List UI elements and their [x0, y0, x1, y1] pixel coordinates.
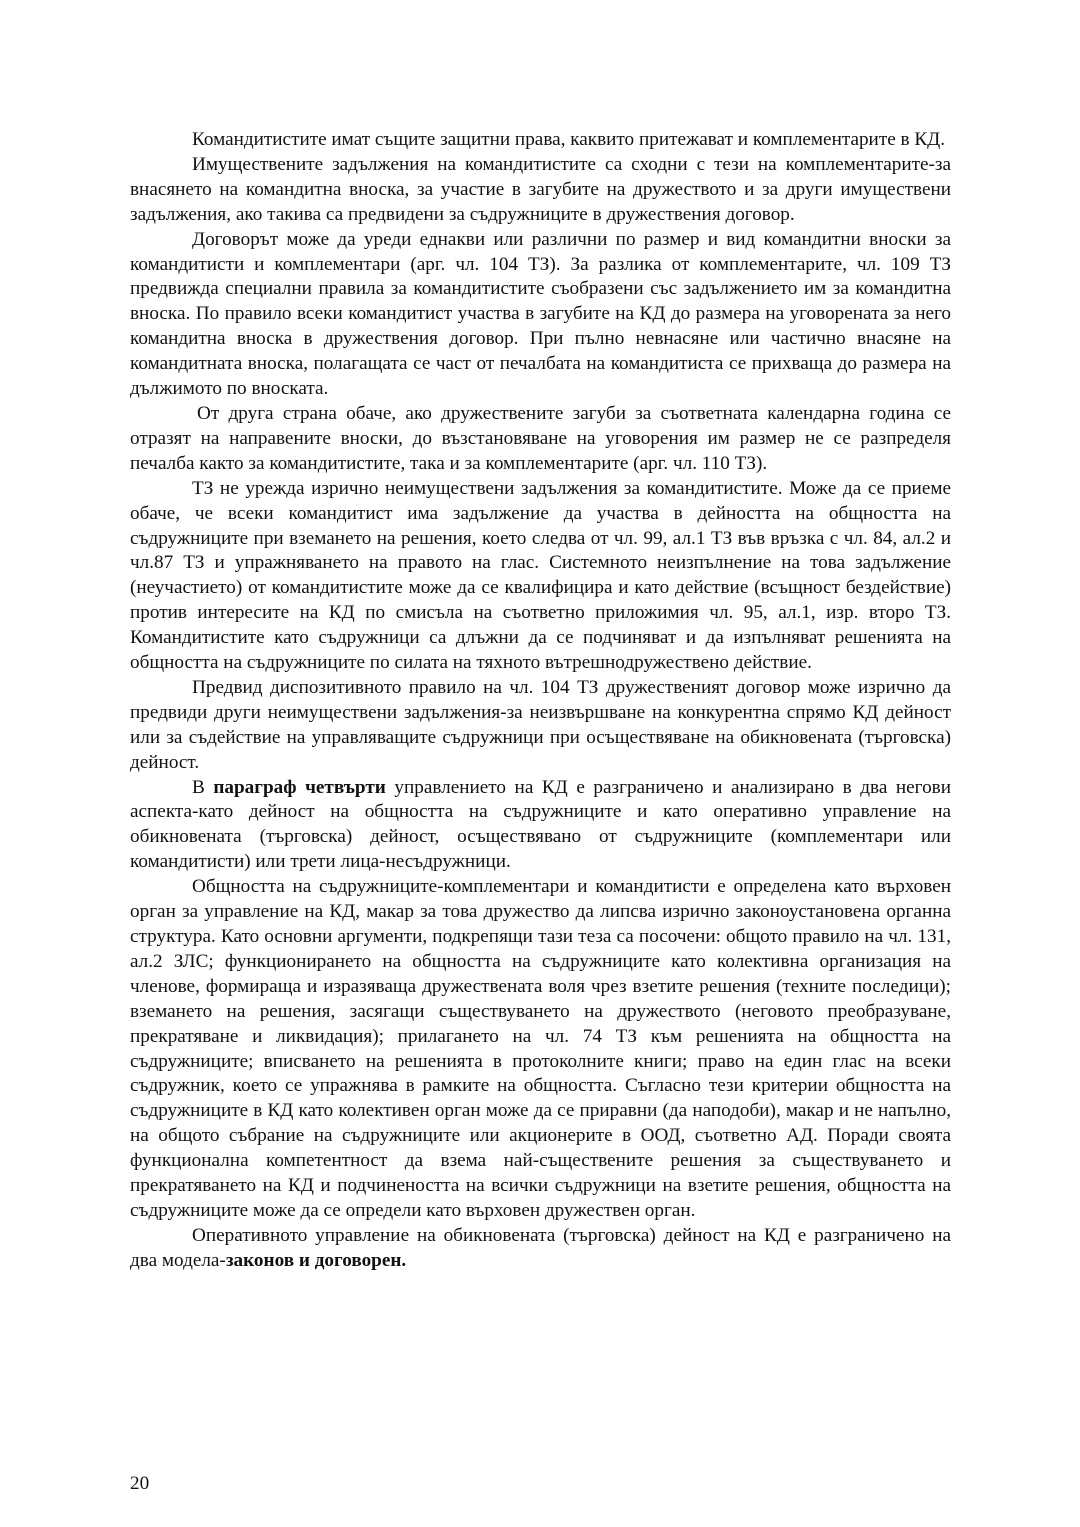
paragraph-8: Общността на съдружниците-комплементари и командитисти е определена като върховен орган за управление на КД, макар за това дружество да липсва изрично законоустановена органна структура. Като основни аргументи, подкрепящи тази теза са посочени: общото правило на чл. 131, ал.2 ЗЛС; функционирането на общността на съдружниците като колективна организация на членове, формираща и изразяваща дружествената воля чрез взетите решения (техните последици); вземането на решения, засягащи съществуването на дружеството (неговото преобразуване, прекратяване и ликвидация); прилагането на чл. 74 ТЗ към решенията на общността на съдружниците; вписването на решенията в протоколните книги; право на един глас на всеки съдружник, което се упражнява в рамките на общността. Съгласно тези критерии общността на съдружниците в КД като колективен орган може да се приравни (да наподоби), макар и не напълно, на общото събрание на съдружниците или акционерите в ООД, съответно АД. Поради своята функционална компетентност да взема най-съществените решения за съществуването и прекратяването на КД и подчинеността на всички съдружници на взетите решения, общността на съдружниците може да се определи като върховен дружествен орган.	[130, 876, 951, 1221]
paragraph-2: Имуществените задължения на командитистите са сходни с тези на комплементарите-за внасянето на командитна вноска, за участие в загубите на дружеството и за други имуществени задължения, ако такива са предвидени за съдружниците в дружествения договор.	[130, 153, 951, 225]
paragraph-5: ТЗ не урежда изрично неимуществени задължения за командитистите. Може да се приеме обаче, че всеки командитист има задължение да участва в дейността на общността на съдружниците при вземането на решения, което следва от чл. 99, ал.1 ТЗ във връзка с чл. 84, ал.2 и чл.87 ТЗ и упражняването на правото на глас. Системното неизпълнение на това задължение (неучастието) от командитистите може да се квалифицира и като действие (всъщност бездействие) против интересите на КД по смисъла на съответно приложимия чл. 95, ал.1, изр. второ ТЗ. Командитистите като съдружници са длъжни да се подчиняват и да изпълняват решенията на общността на съдружниците по силата на тяхното вътрешнодружествено действие.	[130, 477, 951, 674]
paragraph-9-bold: законов и договорен.	[225, 1249, 407, 1271]
page-number: 20	[130, 1473, 150, 1494]
paragraph-6: Предвид диспозитивното правило на чл. 104 ТЗ дружественият договор може изрично да предвиди други неимуществени задължения-за неизвършване на конкурентна спрямо КД дейност или за съдействие на управляващите съдружници при осъществяване на обикновената (търговска) дейност.	[130, 676, 951, 773]
paragraph-4: От друга страна обаче, ако дружествените загуби за съответната календарна година се отразят на направените вноски, до възстановяване на уговорения им размер не се разпределя печалба както за командитистите, така и за комплементарите (арг. чл. 110 ТЗ).	[130, 402, 951, 474]
page-body	[130, 128, 951, 1274]
paragraph-3: Договорът може да уреди еднакви или различни по размер и вид командитни вноски за командитисти и комплементари (арг. чл. 104 ТЗ). За разлика от комплементарите, чл. 109 ТЗ предвижда специални правила за командитистите съобразени със задължението им за командитна вноска. По правило всеки командитист участва в загубите на КД до размера на уговорената за него командитна вноска в дружествения договор. При пълно невнасяне или частично внасяне на командитната вноска, полагащата се част от печалбата на командитиста се прихваща до размера на дължимото по вноската.	[130, 228, 951, 400]
paragraph-7-prefix: В	[192, 776, 214, 798]
paragraph-7-suffix: управлението на КД е разграничено и анализирано в два негови аспекта-като дейност на общността на съдружниците и като оперативно управление на обикновената (търговска) дейност, осъществявано от съдружниците (комплементари или командитисти) или трети лица-несъдружници.	[130, 776, 951, 873]
paragraph-9	[130, 1224, 951, 1274]
paragraph-9-prefix: Оперативното управление на обикновената (търговска) дейност на КД е разграничено на два модела-	[130, 1224, 951, 1271]
paragraph-7	[130, 776, 951, 876]
paragraph-1: Командитистите имат същите защитни права, каквито притежават и комплементарите в КД.	[192, 129, 946, 150]
paragraph-7-bold: параграф четвърти	[213, 776, 386, 798]
